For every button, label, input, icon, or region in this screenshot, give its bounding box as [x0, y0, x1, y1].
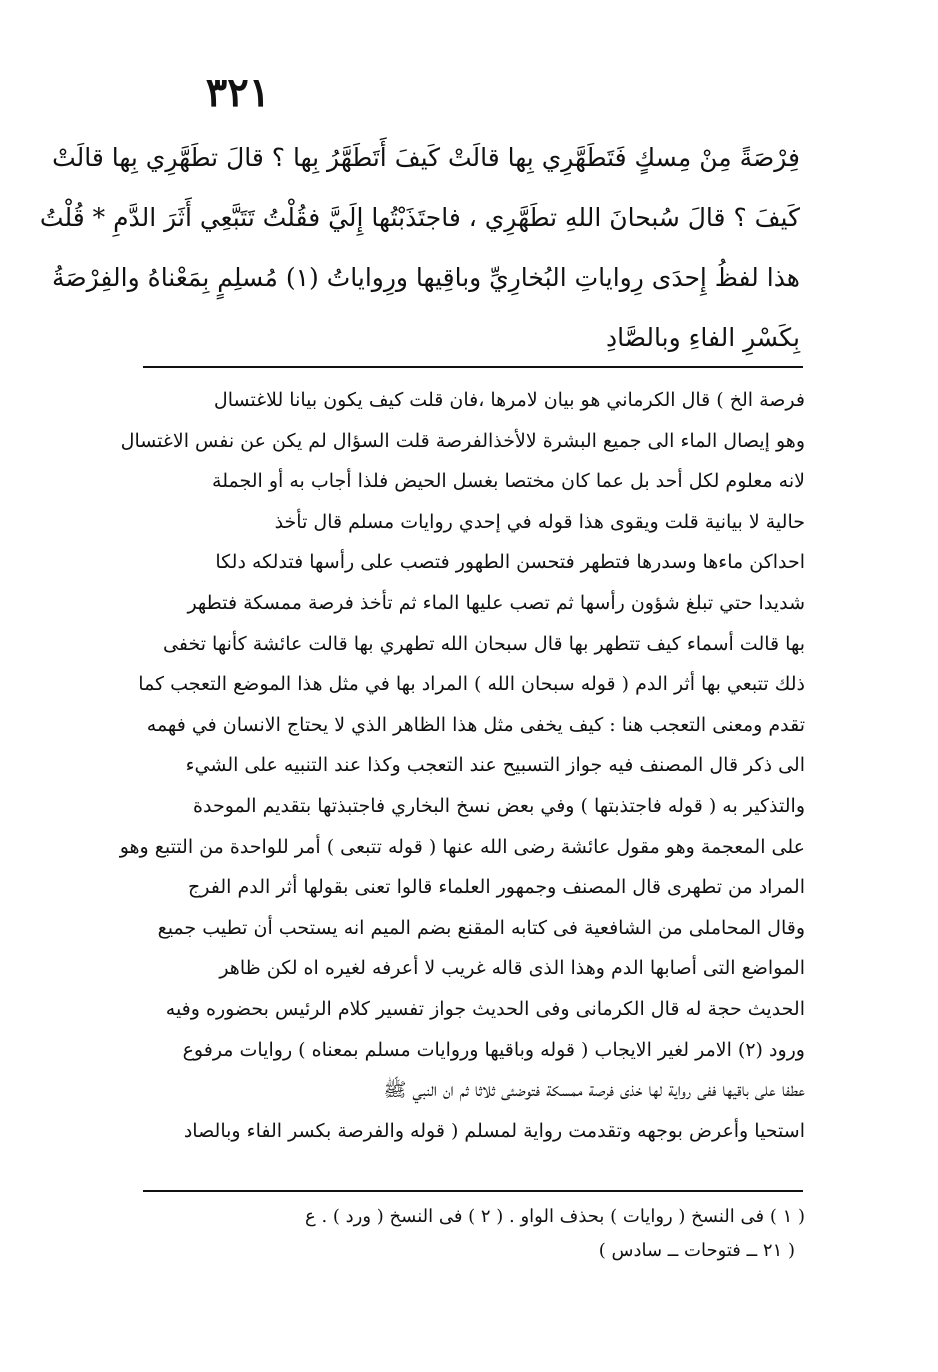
commentary-line: ذلك تتبعي بها أثر الدم ( قوله سبحان الله ) المراد بها في مثل هذا الموضع التعجب كما — [138, 673, 805, 696]
commentary-line: الى ذكر قال المصنف فيه جواز التسبيح عند التعجب وكذا عند التنبيه على الشيء — [185, 754, 805, 777]
commentary-line: بها قالت أسماء كيف تتطهر بها قال سبحان الله تطهري بها قالت عائشة كأنها تخفى — [163, 632, 805, 655]
commentary-line: استحيا وأعرض بوجهه وتقدمت رواية لمسلم ( قوله والفرصة بكسر الفاء وبالصاد — [183, 1119, 805, 1142]
commentary-line: وقال المحاملى من الشافعية فى كتابه المقنع بضم الميم انه يستحب أن تطيب جميع — [157, 916, 805, 939]
commentary-line: على المعجمة وهو مقول عائشة رضى الله عنها ( قوله تتبعى ) أمر للواحدة من التتبع وهو — [119, 835, 805, 858]
footnote-separator-rule — [143, 1190, 803, 1192]
hadith-line: كَيفَ ؟ قالَ سُبحانَ اللهِ تطَهَّرِي ، فاجتَذَبْتُها إِلَيَّ فقُلْتُ تَتَبَّعِي أَثَرَ الدَّمِ * قُلْتُ — [39, 203, 800, 232]
commentary-line: ورود (٢) الامر لغير الايجاب ( قوله وباقيها وروايات مسلم بمعناه ) روايات مرفوع — [182, 1038, 805, 1061]
commentary-line: عطفا على باقيها ففى رواية لها خذى فرصة ممسكة فتوضئى ثلاثا ثم ان النبي ﷺ — [383, 1079, 805, 1102]
commentary-line: فرصة الخ ) قال الكرماني هو بيان لامرها ،فان قلت كيف يكون بيانا للاغتسال — [213, 389, 805, 411]
commentary-line: حالية لا بيانية قلت ويقوى هذا قوله في إحدي روايات مسلم قال تأخذ — [274, 510, 805, 533]
commentary-line: لانه معلوم لكل أحد بل عما كان مختصا بغسل الحيض فلذا أجاب به أو الجملة — [212, 470, 805, 493]
page-number: ٣٢١ — [205, 69, 271, 116]
commentary-line: تقدم ومعنى التعجب هنا : كيف يخفى مثل هذا الظاهر الذي لا يحتاج الانسان في فهمه — [146, 713, 805, 736]
commentary-line: المواضع التى أصابها الدم وهذا الذى قاله غريب لا أعرفه لغيره اه لكن ظاهر — [219, 957, 805, 980]
footnote-line: ( ١ ) فى النسخ ( روايات ) بحذف الواو . ( ٢ ) فى النسخ ( ورد ) . ع — [305, 1206, 805, 1227]
commentary-line: المراد من تطهرى قال المصنف وجمهور العلماء قالوا تعنى بقولها أثر الدم الفرج — [188, 876, 805, 899]
commentary-line: الحديث حجة له قال الكرمانى وفى الحديث جواز تفسير كلام الرئيس بحضوره وفيه — [165, 997, 805, 1020]
separator-rule — [143, 366, 803, 368]
printer-signature: ( ٢١ ــ فتوحات ــ سادس ) — [598, 1240, 795, 1261]
hadith-line: هذا لفظُ إِحدَى رِواياتِ البُخارِيِّ وباقِيها ورِواياتُ (١) مُسلِمٍ بِمَعْناهُ والفِرْصَةُ — [51, 263, 800, 292]
hadith-text — [39, 128, 800, 368]
commentary-line: والتذكير به ( قوله فاجتذبتها ) وفي بعض نسخ البخاري فاجتبذتها بتقديم الموحدة — [193, 794, 805, 817]
commentary-line: وهو إيصال الماء الى جميع البشرة لالأخذالفرصة قلت السؤال لم يكن عن نفس الاغتسال — [120, 429, 805, 452]
commentary-line: شديدا حتي تبلغ شؤون رأسها ثم تصب عليها الماء ثم تأخذ فرصة ممسكة فتطهر — [187, 591, 805, 614]
commentary-line: احداكن ماءها وسدرها فتطهر فتحسن الطهور فتصب على رأسها فتدلكه دلكا — [215, 551, 805, 574]
footnotes — [200, 1200, 805, 1268]
commentary-text — [119, 380, 805, 1151]
hadith-line: بِكَسْرِ الفاءِ وبالصَّادِ — [605, 323, 800, 352]
hadith-line: فِرْصَةً مِنْ مِسكٍ فَتَطَهَّرِي بِها قالَتْ كَيفَ أَتَطَهَّرُ بِها ؟ قالَ تطَهَّرِي بِها قالَتْ — [52, 143, 800, 172]
